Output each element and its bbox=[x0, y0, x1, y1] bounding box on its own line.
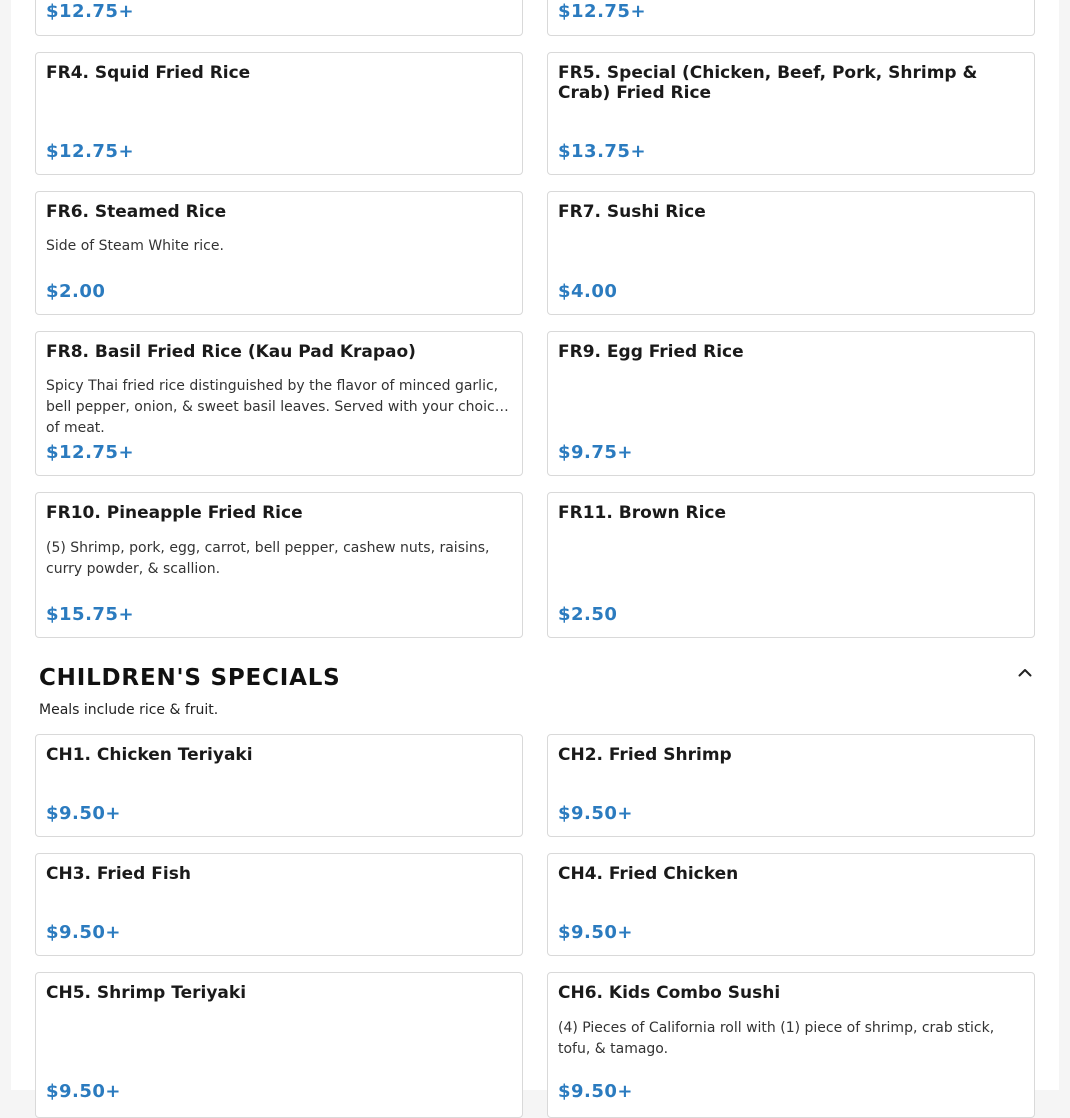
menu-item-card[interactable] bbox=[35, 853, 523, 956]
item-description: Spicy Thai fried rice distinguished by the flavor of minced garlic, bell pepper, onion, & sweet basil leaves. Served with your choice of meat. bbox=[46, 378, 504, 436]
menu-item-card[interactable] bbox=[35, 0, 523, 36]
menu-item-card[interactable] bbox=[35, 191, 523, 315]
item-name: CH1. Chicken Teriyaki bbox=[46, 745, 253, 765]
item-price: $9.50+ bbox=[558, 922, 634, 943]
item-price: $9.50+ bbox=[46, 803, 122, 824]
item-price: $12.75+ bbox=[46, 141, 135, 162]
item-price: $2.50 bbox=[558, 604, 618, 625]
chevron-up-icon bbox=[1018, 668, 1032, 677]
item-price: $15.75+ bbox=[46, 604, 135, 625]
item-name: FR6. Steamed Rice bbox=[46, 202, 227, 222]
menu-item-card[interactable] bbox=[35, 331, 523, 476]
menu-item-card[interactable] bbox=[547, 853, 1035, 956]
item-price: $12.75+ bbox=[46, 1, 135, 22]
item-description: Side of Steam White rice. bbox=[46, 238, 224, 254]
item-name: CH3. Fried Fish bbox=[46, 864, 191, 884]
item-price: $9.50+ bbox=[558, 803, 634, 824]
item-name: FR10. Pineapple Fried Rice bbox=[46, 503, 303, 523]
item-name: FR5. Special (Chicken, Beef, Pork, Shrimp & Crab) Fried Rice bbox=[558, 63, 978, 103]
item-name: FR7. Sushi Rice bbox=[558, 202, 706, 222]
item-price: $4.00 bbox=[558, 281, 618, 302]
menu-item-card[interactable] bbox=[547, 972, 1035, 1118]
menu-item-card[interactable] bbox=[547, 191, 1035, 315]
item-price: $9.50+ bbox=[46, 922, 122, 943]
item-price: $13.75+ bbox=[558, 141, 647, 162]
item-description: (5) Shrimp, pork, egg, carrot, bell pepper, cashew nuts, raisins, curry powder, & scallion. bbox=[46, 540, 490, 577]
menu-item-card[interactable] bbox=[547, 0, 1035, 36]
item-name: FR9. Egg Fried Rice bbox=[558, 342, 744, 362]
section-description: Meals include rice & fruit. bbox=[39, 702, 219, 718]
item-name: FR11. Brown Rice bbox=[558, 503, 727, 523]
menu-item-card[interactable] bbox=[547, 331, 1035, 476]
menu-page bbox=[11, 0, 1059, 1102]
item-price: $2.00 bbox=[46, 281, 106, 302]
item-name: CH4. Fried Chicken bbox=[558, 864, 739, 884]
item-price: $12.75+ bbox=[46, 442, 135, 463]
item-price: $9.50+ bbox=[558, 1081, 634, 1102]
menu-item-card[interactable] bbox=[35, 734, 523, 837]
item-price: $12.75+ bbox=[558, 1, 647, 22]
menu-item-card[interactable] bbox=[547, 734, 1035, 837]
section-title: CHILDREN'S SPECIALS bbox=[39, 665, 341, 691]
item-name: CH6. Kids Combo Sushi bbox=[558, 983, 781, 1003]
menu-item-card[interactable] bbox=[35, 492, 523, 638]
item-name: FR4. Squid Fried Rice bbox=[46, 63, 251, 83]
item-description: (4) Pieces of California roll with (1) piece of shrimp, crab stick, tofu, & tamago. bbox=[558, 1020, 995, 1057]
menu-item-card[interactable] bbox=[547, 52, 1035, 175]
item-name: FR8. Basil Fried Rice (Kau Pad Krapao) bbox=[46, 342, 416, 362]
menu-item-card[interactable] bbox=[35, 972, 523, 1118]
section-collapse-button[interactable] bbox=[1015, 662, 1035, 682]
item-name: CH5. Shrimp Teriyaki bbox=[46, 983, 247, 1003]
item-price: $9.50+ bbox=[46, 1081, 122, 1102]
menu-item-card[interactable] bbox=[35, 52, 523, 175]
menu-item-card[interactable] bbox=[547, 492, 1035, 638]
item-price: $9.75+ bbox=[558, 442, 634, 463]
item-name: CH2. Fried Shrimp bbox=[558, 745, 732, 765]
